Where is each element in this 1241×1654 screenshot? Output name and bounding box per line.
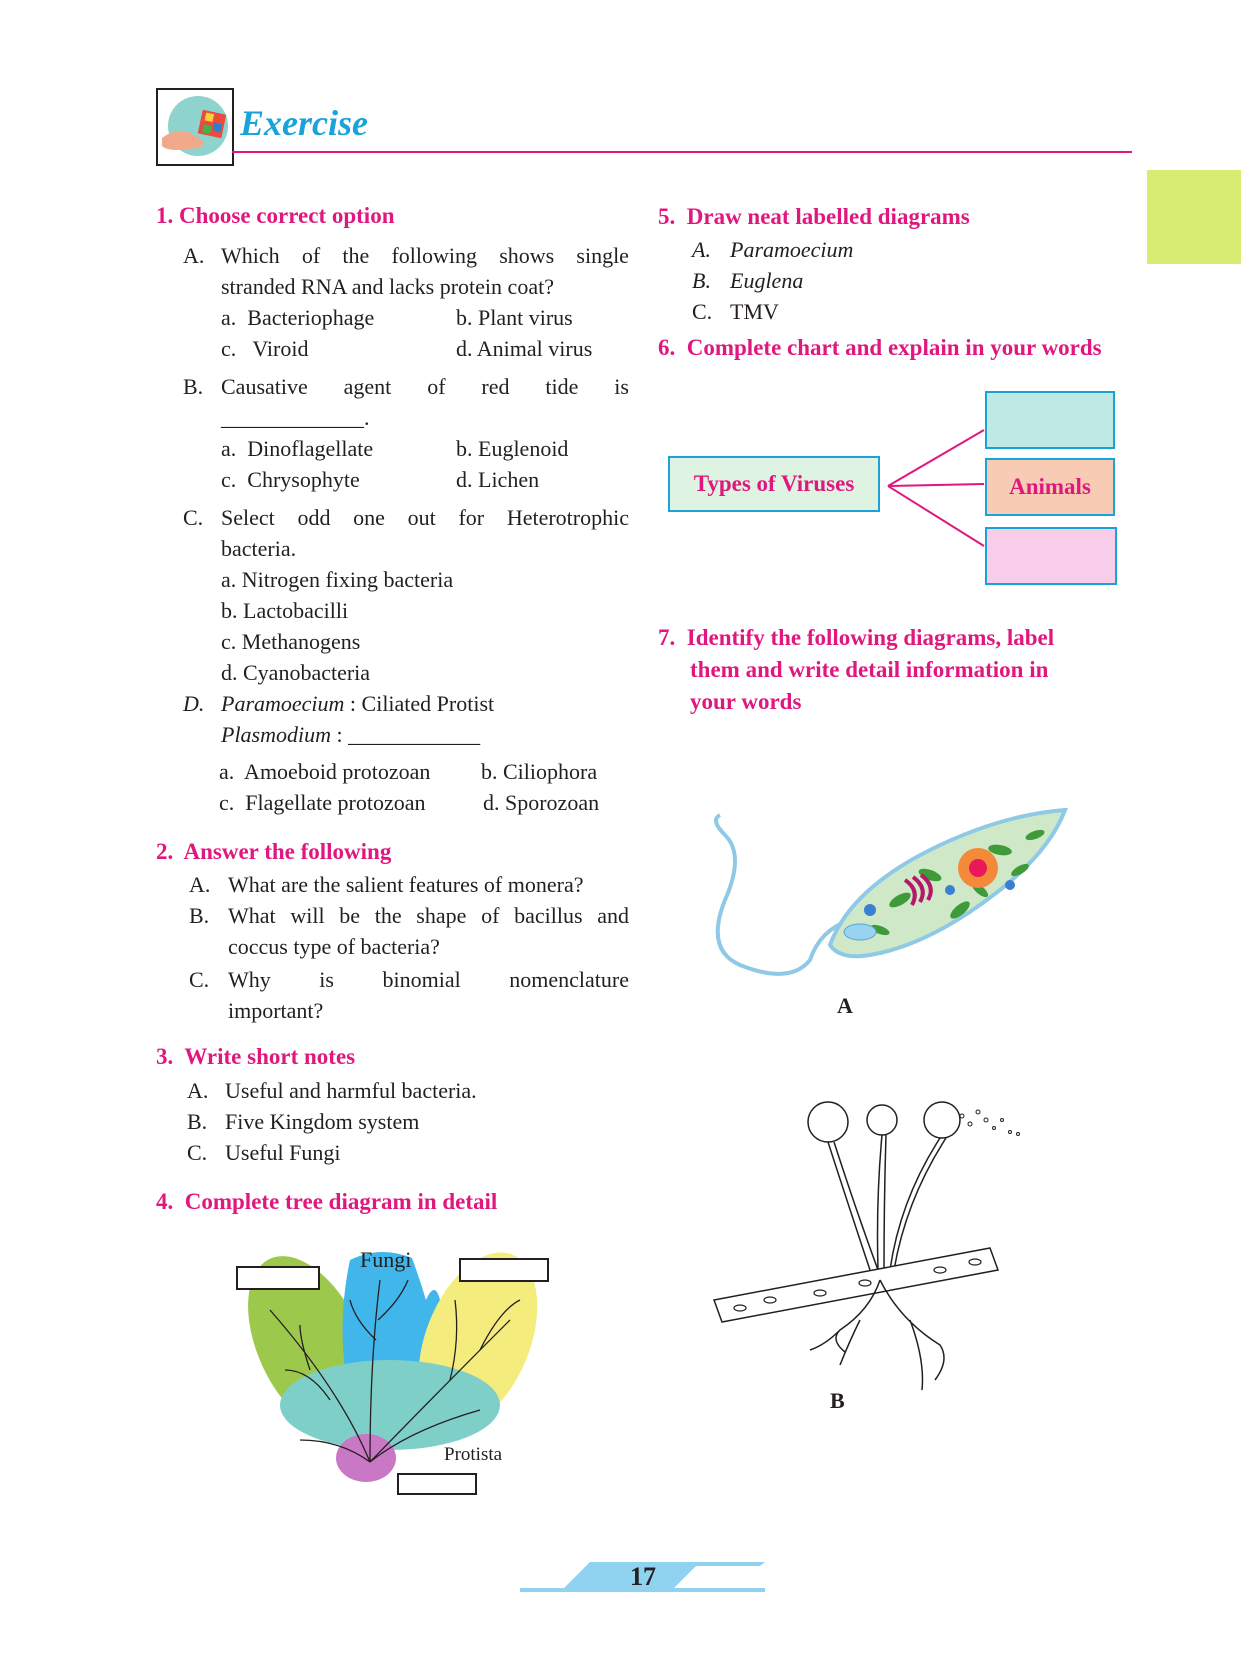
q1-heading: 1. Choose correct option: [156, 203, 395, 228]
page-number: 17: [630, 1562, 656, 1591]
q1-d-line1: [221, 689, 494, 719]
q2-heading: 2. Answer the following: [156, 839, 392, 864]
word: single: [576, 243, 629, 268]
q2-b-label: B.: [189, 903, 210, 928]
word: out: [407, 505, 436, 530]
q1-a-opt-d: d. Animal virus: [456, 336, 593, 361]
q1-c-label: C.: [183, 505, 204, 530]
diagram-b-label: B: [830, 1388, 845, 1413]
q6-heading: 6. Complete chart and explain in your words: [658, 335, 1102, 360]
q1-d-opt-d: d. Sporozoan: [483, 790, 600, 815]
q1-a-opt-a: a. Bacteriophage: [221, 305, 375, 330]
q2-c-label: C.: [189, 967, 210, 992]
term: Paramoecium: [221, 691, 345, 716]
q1-a-line2: stranded RNA and lacks protein coat?: [221, 274, 554, 299]
word: following: [391, 243, 477, 268]
chart-box-top[interactable]: [985, 391, 1115, 449]
q5-item-text: TMV: [730, 299, 779, 324]
q1-d-opt-b: b. Ciliophora: [481, 759, 598, 784]
kingdom-blob-purple: [336, 1434, 396, 1482]
q3-item-text: Useful and harmful bacteria.: [225, 1078, 477, 1103]
header-icon: [156, 88, 234, 166]
word: tide: [545, 374, 579, 399]
word: for: [458, 505, 485, 530]
q1-d-line2: [221, 720, 480, 750]
sporangiophore: [884, 1135, 886, 1270]
reservoir: [844, 924, 876, 940]
word: one: [353, 505, 385, 530]
word: shows: [499, 243, 555, 268]
q1-b-opt-b: b. Euglenoid: [456, 436, 569, 461]
sporangium-right: [924, 1102, 960, 1138]
q1-b-opt-c: c. Chrysophyte: [221, 467, 360, 492]
q7-heading-line1: 7. Identify the following diagrams, label: [658, 625, 1055, 650]
sporangiophore: [834, 1142, 878, 1270]
q5-item-label: A.: [692, 237, 711, 262]
sporangium-left: [808, 1102, 848, 1142]
puzzle-cube-icon: [158, 90, 232, 164]
q1-d-opt-c: c. Flagellate protozoan: [219, 790, 426, 815]
q1-b-label: B.: [183, 374, 204, 399]
kingdom-blob-teal: [280, 1360, 500, 1450]
chart-connectors: [880, 420, 990, 570]
word: nomenclature: [509, 967, 629, 992]
q3-item-text: Five Kingdom system: [225, 1109, 420, 1134]
q1-b-line2: _____________.: [221, 405, 370, 430]
word: of: [301, 243, 321, 268]
q1-a-line1: [221, 241, 629, 271]
text: : ____________: [331, 722, 481, 747]
q1-d-opt-a: a. Amoeboid protozoan: [219, 759, 431, 784]
q2-a-label: A.: [189, 872, 211, 897]
q3-item-label: A.: [187, 1078, 209, 1103]
chart-center-box: [668, 456, 880, 512]
word: binomial: [382, 967, 461, 992]
q3-heading: 3. Write short notes: [156, 1044, 356, 1069]
nucleolus: [969, 859, 987, 877]
chart-box-bottom[interactable]: [985, 527, 1117, 585]
sporangium-middle: [867, 1105, 897, 1135]
q3-item-label: C.: [187, 1140, 208, 1165]
q5-heading: 5. Draw neat labelled diagrams: [658, 204, 970, 229]
q5-item-text: Euglena: [730, 268, 804, 293]
chart-box-middle: [985, 458, 1115, 516]
spores: [960, 1110, 1020, 1136]
q5-item-text: Paramoecium: [730, 237, 854, 262]
q3-item-label: B.: [187, 1109, 208, 1134]
q5-item-label: B.: [692, 268, 711, 293]
page-title: Exercise: [240, 103, 368, 143]
q2-c-line2: important?: [228, 998, 324, 1023]
word: is: [614, 374, 629, 399]
q2-b-line2: coccus type of bacteria?: [228, 934, 440, 959]
word: Select: [221, 505, 275, 530]
tree-blank-box-bottom[interactable]: [397, 1473, 477, 1495]
sporangiophore: [878, 1135, 883, 1270]
sporangiophore: [894, 1138, 946, 1270]
chart-box-middle-label: Animals: [1009, 474, 1091, 499]
q1-b-opt-a: a. Dinoflagellate: [221, 436, 374, 461]
chart-center-label: Types of Viruses: [693, 471, 855, 496]
q7-heading-line2: them and write detail information in: [690, 657, 1049, 682]
word: odd: [297, 505, 331, 530]
word: agent: [343, 374, 392, 399]
sporangiophore: [828, 1142, 870, 1270]
term: Plasmodium: [221, 722, 331, 747]
word: Why: [228, 967, 271, 992]
q7-heading-line3: your words: [690, 689, 802, 714]
q2-b-line1: What will be the shape of bacillus and: [228, 903, 629, 928]
q1-b-opt-d: d. Lichen: [456, 467, 540, 492]
q1-c-line2: bacteria.: [221, 536, 297, 561]
q1-c-opt-c: c. Methanogens: [221, 629, 361, 654]
word: red: [481, 374, 510, 399]
q1-c-line1: [221, 503, 629, 533]
q1-a-opt-b: b. Plant virus: [456, 305, 573, 330]
q2-a-text: What are the salient features of monera?: [228, 872, 584, 897]
word: the: [342, 243, 370, 268]
tree-blank-box-left[interactable]: [236, 1266, 320, 1290]
word: Causative: [221, 374, 308, 399]
side-tab: [1147, 170, 1241, 264]
rhizopus-diagram: [700, 1090, 1030, 1410]
diagram-a-label: A: [837, 993, 853, 1018]
q5-item-label: C.: [692, 299, 713, 324]
tree-blank-box-right[interactable]: [459, 1258, 549, 1282]
word: is: [319, 967, 334, 992]
q1-a-label: A.: [183, 243, 205, 268]
flagellum: [716, 815, 850, 974]
word: Which: [221, 243, 280, 268]
q1-c-opt-a: a. Nitrogen fixing bacteria: [221, 567, 454, 592]
q1-a-opt-c: c. Viroid: [221, 336, 309, 361]
header-rule: [232, 151, 1132, 153]
q1-c-opt-d: d. Cyanobacteria: [221, 660, 371, 685]
label-protista: Protista: [444, 1444, 503, 1465]
q1-b-line1: [221, 372, 629, 402]
q3-item-text: Useful Fungi: [225, 1140, 341, 1165]
q4-heading: 4. Complete tree diagram in detail: [156, 1189, 498, 1214]
q2-c-line1: [228, 965, 629, 995]
text: : Ciliated Protist: [344, 691, 495, 716]
word: Heterotrophic: [506, 505, 629, 530]
euglena-diagram: [700, 780, 1080, 990]
q1-c-opt-b: b. Lactobacilli: [221, 598, 349, 623]
q1-d-label: D.: [183, 691, 205, 716]
stolon: [714, 1248, 998, 1322]
word: of: [427, 374, 446, 399]
label-fungi: Fungi: [360, 1247, 412, 1272]
